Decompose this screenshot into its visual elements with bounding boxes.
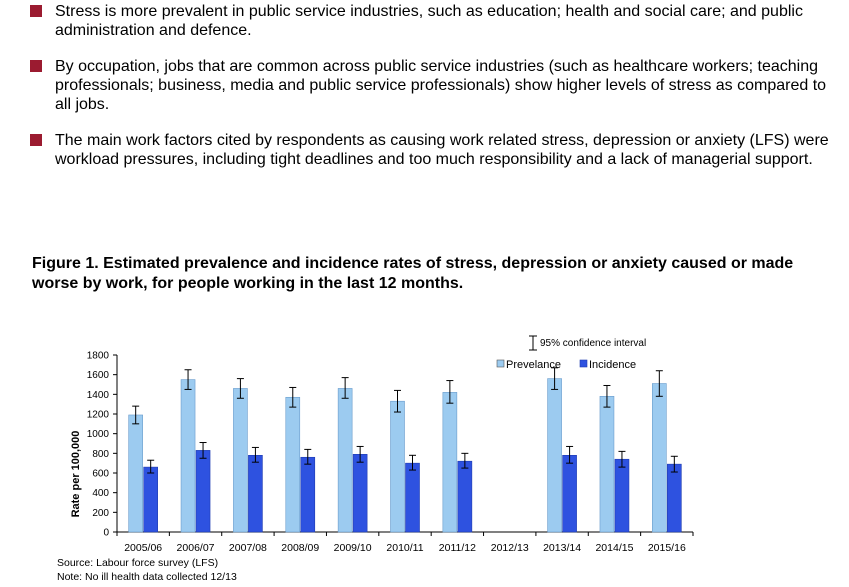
incidence-bar: [406, 463, 420, 532]
legend-swatch-prevalence: [497, 360, 504, 367]
prevalence-bar: [391, 401, 405, 532]
data-note: Note: No ill health data collected 12/13: [57, 571, 237, 583]
prevalence-bar: [548, 379, 562, 532]
y-tick-label: 1000: [86, 429, 109, 441]
x-category-label: 2009/10: [333, 542, 372, 554]
prevalence-bar: [129, 415, 143, 532]
bullet-square-icon: [30, 134, 42, 146]
prevalence-bar: [338, 388, 352, 532]
chart-labels: [87, 351, 686, 555]
incidence-bar: [248, 455, 262, 532]
chart-error-bars: [132, 368, 678, 473]
prevalence-bar: [600, 396, 614, 532]
x-category-label: 2013/14: [543, 542, 582, 554]
incidence-bar: [353, 454, 367, 532]
incidence-bar: [563, 455, 577, 532]
prevalence-bar: [233, 388, 247, 532]
y-tick-label: 1800: [86, 350, 109, 362]
x-category-label: 2007/08: [228, 542, 267, 554]
chart-notes: [57, 556, 237, 584]
x-category-label: 2012/13: [490, 542, 529, 554]
incidence-bar: [301, 457, 315, 532]
y-axis-label: Rate per 100,000: [70, 430, 82, 518]
bullet-text: By occupation, jobs that are common across public service industries (such as healthcare workers; teaching professionals; business, media and public service professionals) show higher levels of stress as compared to all jobs.: [55, 58, 827, 113]
chart-bars: [129, 379, 682, 532]
chart-legend: [497, 336, 646, 371]
bullet-item: [30, 57, 840, 114]
source-note: Source: Labour force survey (LFS): [57, 557, 219, 569]
bullet-square-icon: [30, 60, 42, 72]
x-category-label: 2011/12: [438, 542, 476, 554]
y-tick-label: 1400: [86, 389, 109, 401]
x-category-label: 2015/16: [647, 542, 686, 554]
bullet-item: [30, 2, 840, 40]
y-tick-label: 1600: [86, 370, 109, 382]
bullet-item: [30, 131, 840, 169]
incidence-bar: [196, 450, 210, 532]
incidence-bar: [615, 459, 629, 532]
prevalence-bar: [652, 384, 666, 532]
bullet-text: Stress is more prevalent in public service industries, such as education; health and social care; and public administration and defence.: [55, 3, 803, 39]
ci-legend-label: 95% confidence interval: [540, 338, 647, 349]
y-tick-label: 0: [103, 527, 109, 539]
incidence-bar: [458, 461, 472, 532]
bullet-text: The main work factors cited by respondents as causing work related stress, depression or anxiety (LFS) were workload pressures, including tight deadlines and too much responsibility and a lack of managerial support.: [55, 132, 829, 168]
y-tick-label: 1200: [86, 409, 109, 421]
x-category-label: 2005/06: [124, 542, 163, 554]
bullet-list: [30, 2, 840, 186]
figure-title: Figure 1. Estimated prevalence and incidence rates of stress, depression or anxiety caused or made worse by work, for people working in the last 12 months.: [32, 255, 794, 292]
x-category-label: 2010/11: [386, 542, 424, 554]
prevalence-bar: [286, 397, 300, 532]
y-tick-label: 600: [92, 468, 109, 480]
bullet-square-icon: [30, 5, 42, 17]
y-tick-label: 200: [92, 507, 109, 519]
y-tick-label: 800: [92, 448, 109, 460]
legend-label-incidence: Incidence: [589, 359, 637, 371]
legend-label-prevalence: Prevelance: [506, 359, 562, 371]
legend-swatch-incidence: [580, 360, 587, 367]
incidence-bar: [144, 467, 158, 532]
y-tick-label: 400: [92, 488, 109, 500]
incidence-bar: [667, 464, 681, 532]
x-category-label: 2014/15: [595, 542, 634, 554]
bar-chart: [0, 300, 849, 556]
prevalence-bar: [181, 380, 195, 532]
x-category-label: 2006/07: [176, 542, 215, 554]
x-category-label: 2008/09: [281, 542, 320, 554]
prevalence-bar: [443, 392, 457, 532]
